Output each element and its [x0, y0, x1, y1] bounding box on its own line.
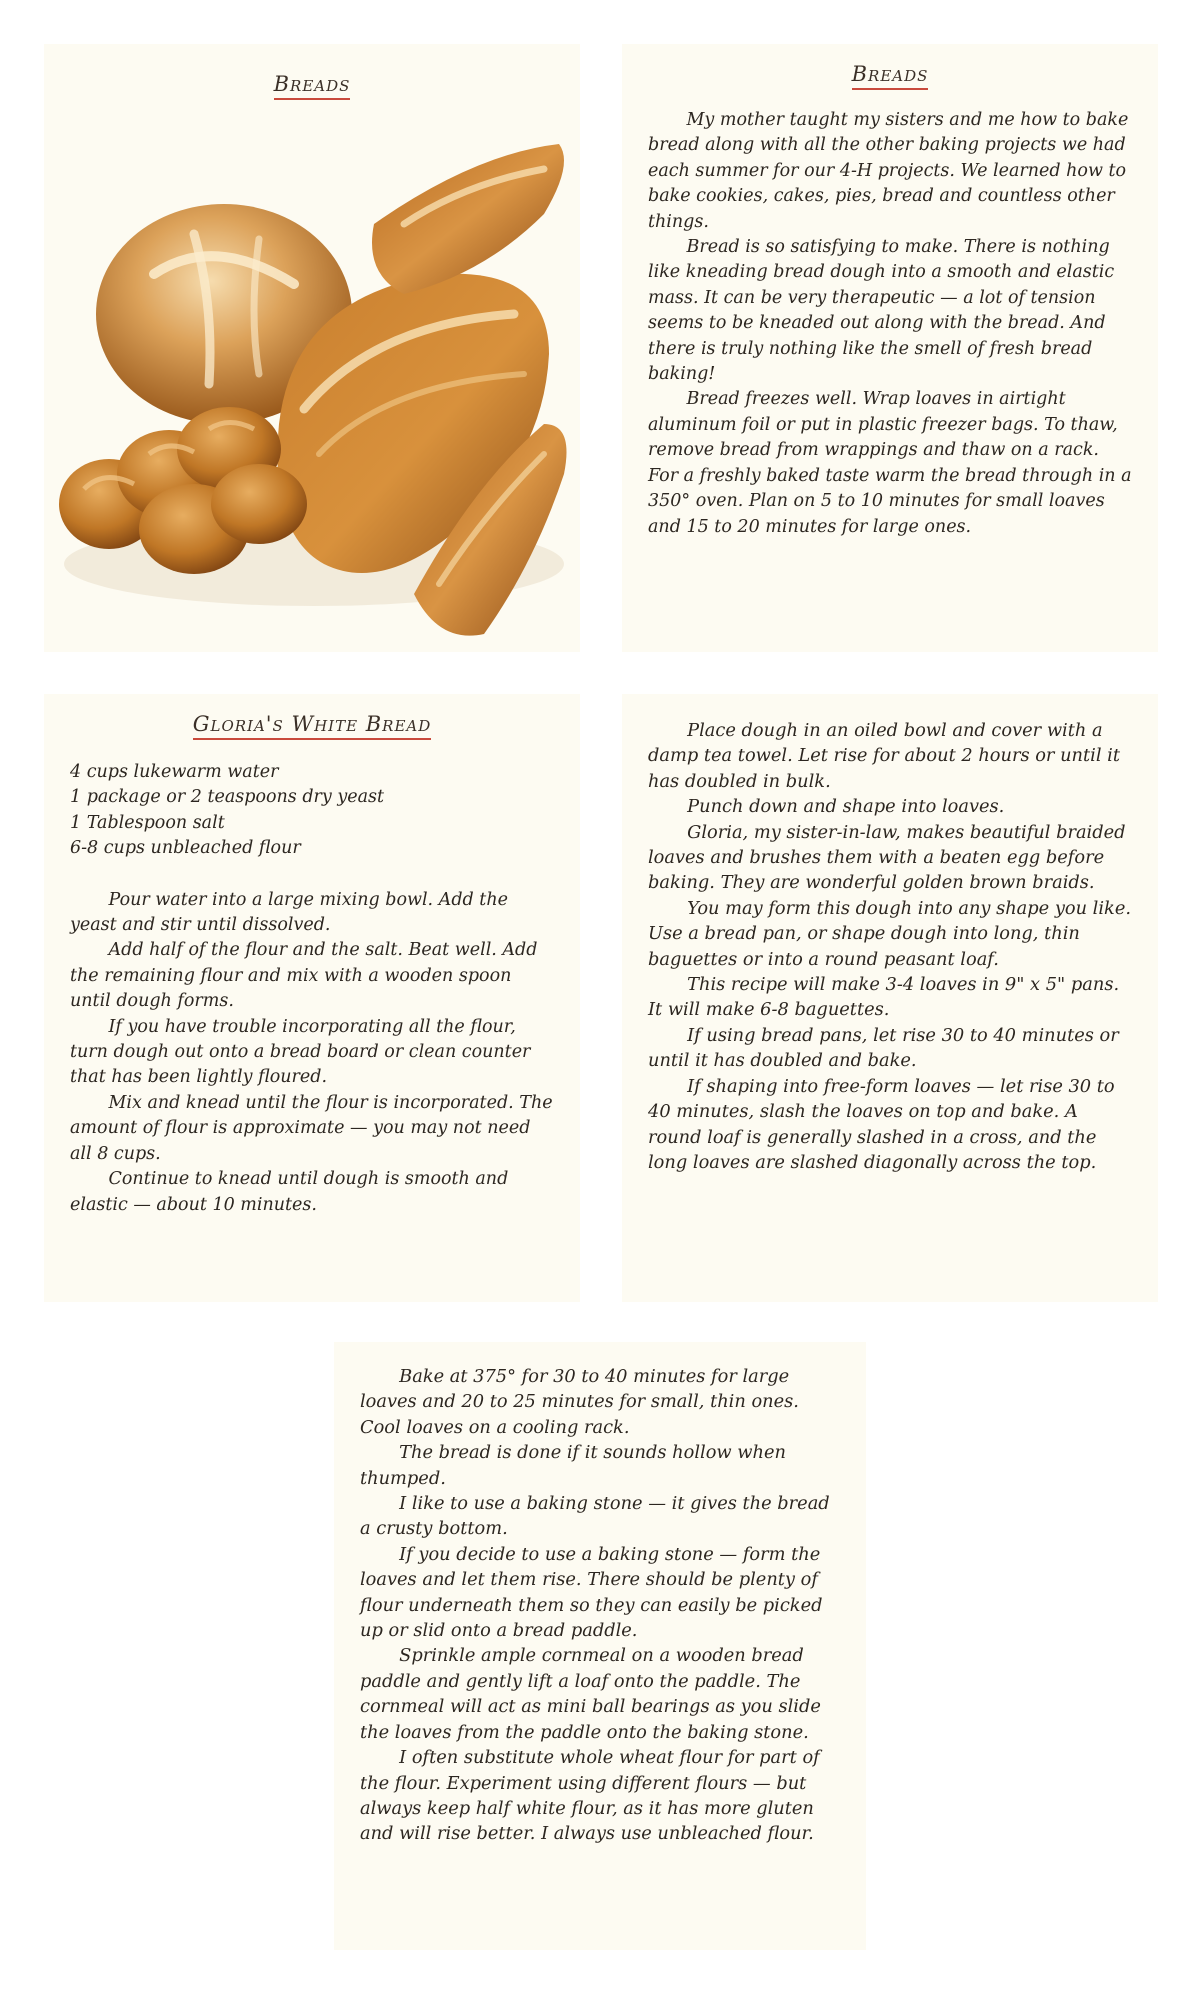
paragraph: If shaping into free-form loaves — let rise 30 to 40 minutes, slash the loaves on top and bake. A round loaf is generally slashed in a cross, and the long loaves are slashed diagonally across the top.: [648, 1075, 1115, 1173]
intro-text: [648, 108, 1132, 540]
ingredient-item: 1 package or 2 teaspoons dry yeast: [70, 787, 385, 808]
ingredient-item: 1 Tablespoon salt: [70, 812, 225, 833]
paragraph: Place dough in an oiled bowl and cover with a damp tea towel. Let rise for about 2 hours or until it has doubled in bulk.: [648, 720, 1120, 792]
recipe-page: [44, 694, 580, 1302]
instructions: [648, 718, 1134, 1175]
bread-illustration: [44, 124, 580, 644]
intro-page: [622, 44, 1158, 652]
paragraph: If you have trouble incorporating all the flour, turn dough out onto a bread board or clean counter that has been lightly floured.: [70, 1016, 531, 1088]
paragraph: Sprinkle ample cornmeal on a wooden bread paddle and gently lift a loaf onto the paddle. The cornmeal will act as mini ball bearings as you slide the loaves from the paddle onto the baking stone.: [360, 1645, 821, 1743]
ingredient-item: 6-8 cups unbleached flour: [70, 838, 301, 859]
paragraph: Continue to knead until dough is smooth and elastic — about 10 minutes.: [70, 1169, 509, 1215]
recipe-continued-page: [622, 694, 1158, 1302]
paragraph: You may form this dough into any shape you like. Use a bread pan, or shape dough into long, thin baguettes or into a round peasant loaf.: [648, 897, 1132, 970]
page-title: Breads: [852, 62, 929, 90]
paragraph: Punch down and shape into loaves.: [687, 796, 1005, 818]
illustration-page: [44, 44, 580, 652]
paragraph: Bread is so satisfying to make. There is nothing like kneading bread dough into a smooth and elastic mass. It can be very therapeutic — a lot of tension seems to be kneaded out along with the bread. And there is truly nothing like the smell of fresh bread baking!: [648, 237, 1115, 385]
ingredient-item: 4 cups lukewarm water: [70, 762, 279, 782]
ingredient-list: [70, 760, 554, 862]
paragraph: Bread freezes well. Wrap loaves in airtight aluminum foil or put in plastic freezer bags. To thaw, remove bread from wrappings and thaw on a rack. For a freshly baked taste warm the bread through in a 350° oven. Plan on 5 to 10 minutes for small loaves and 15 to 20 minutes for large ones.: [648, 389, 1132, 537]
page-title: Breads: [274, 72, 351, 100]
paragraph: My mother taught my sisters and me how to bake bread along with all the other baking projects we had each summer for our 4-H projects. We learned how to bake cookies, cakes, pies, bread and countless other things.: [648, 110, 1129, 232]
recipe-title: Gloria's White Bread: [193, 712, 432, 740]
paragraph: Gloria, my sister-in-law, makes beautiful braided loaves and brushes them with a beaten egg before baking. They are wonderful golden brown braids.: [648, 821, 1126, 894]
baking-notes-page: [334, 1342, 866, 1950]
paragraph: I often substitute whole wheat flour for part of the flour. Experiment using different flours — but always keep half white flour, as it has more gluten and will rise better. I always use unbleached flour.: [360, 1747, 820, 1845]
paragraph: Bake at 375° for 30 to 40 minutes for large loaves and 20 to 25 minutes for small, thin ones. Cool loaves on a cooling rack.: [360, 1366, 799, 1438]
paragraph: If you decide to use a baking stone — form the loaves and let them rise. There should be plenty of flour underneath them so they can easily be picked up or slid onto a bread paddle.: [360, 1543, 823, 1642]
paragraph: I like to use a baking stone — it gives the bread a crusty bottom.: [360, 1493, 830, 1540]
paragraph: This recipe will make 3-4 loaves in 9" x 5" pans. It will make 6-8 baguettes.: [648, 974, 1120, 1021]
instructions: [70, 888, 554, 1218]
instructions: [360, 1364, 840, 1847]
paragraph: The bread is done if it sounds hollow when thumped.: [360, 1442, 786, 1489]
paragraph: Add half of the flour and the salt. Beat well. Add the remaining flour and mix with a wooden spoon until dough forms.: [70, 940, 538, 1012]
paragraph: Mix and knead until the flour is incorporated. The amount of flour is approximate — you may not need all 8 cups.: [70, 1092, 553, 1164]
paragraph: Pour water into a large mixing bowl. Add the yeast and stir until dissolved.: [70, 889, 508, 936]
paragraph: If using bread pans, let rise 30 to 40 minutes or until it has doubled and bake.: [648, 1024, 1119, 1072]
